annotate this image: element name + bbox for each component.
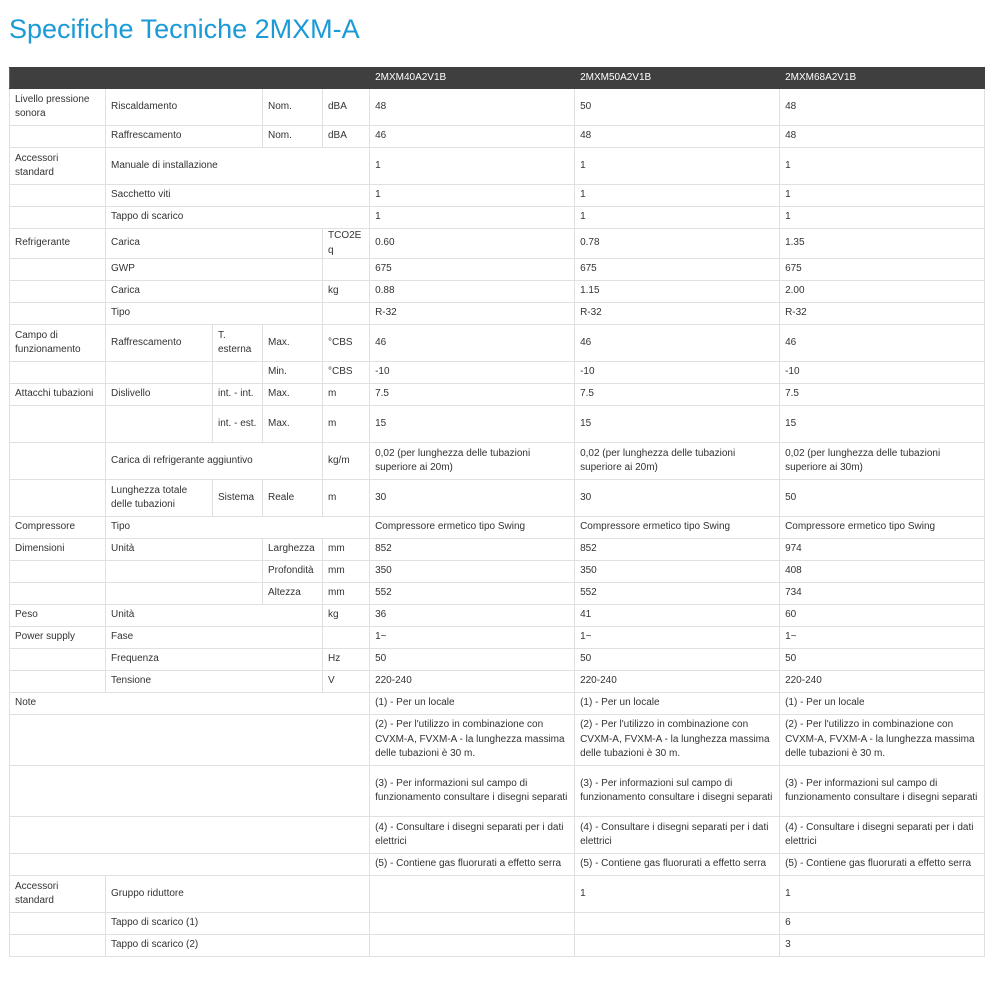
table-row [10, 281, 985, 303]
spec-label-cell: Peso [10, 605, 106, 627]
spec-value-cell: 3 [780, 935, 985, 957]
spec-value-cell: 1.15 [575, 281, 780, 303]
spec-value-cell: 50 [370, 649, 575, 671]
spec-label-cell: Profondità [263, 561, 323, 583]
spec-label-cell: Livello pressione sonora [10, 89, 106, 126]
table-row [10, 362, 985, 384]
spec-label-cell: Lunghezza totale delle tubazioni [106, 480, 213, 517]
spec-label-cell: Max. [263, 325, 323, 362]
spec-label-cell: Dislivello [106, 384, 213, 406]
spec-label-cell [106, 561, 263, 583]
spec-value-cell: 0,02 (per lunghezza delle tubazioni superiore ai 20m) [575, 443, 780, 480]
spec-label-cell [10, 935, 106, 957]
spec-label-cell [106, 406, 213, 443]
spec-label-cell: Riscaldamento [106, 89, 263, 126]
spec-value-cell: 1.35 [780, 229, 985, 259]
spec-label-cell [323, 303, 370, 325]
spec-value-cell: -10 [370, 362, 575, 384]
spec-value-cell: 48 [780, 126, 985, 148]
spec-label-cell [10, 126, 106, 148]
spec-value-cell: 48 [780, 89, 985, 126]
table-row [10, 693, 985, 715]
spec-label-cell: Dimensioni [10, 539, 106, 561]
spec-value-cell: 46 [575, 325, 780, 362]
spec-label-cell: Tappo di scarico (2) [106, 935, 370, 957]
spec-label-cell: Nom. [263, 89, 323, 126]
spec-value-cell: 50 [575, 649, 780, 671]
spec-value-cell [575, 913, 780, 935]
table-row [10, 185, 985, 207]
spec-value-cell: 15 [370, 406, 575, 443]
spec-value-cell: 675 [370, 259, 575, 281]
spec-value-cell: (4) - Consultare i disegni separati per i dati elettrici [575, 817, 780, 854]
spec-label-cell: dBA [323, 89, 370, 126]
table-row [10, 854, 985, 876]
spec-label-cell [10, 259, 106, 281]
spec-label-cell: kg [323, 605, 370, 627]
spec-table [9, 67, 985, 957]
spec-value-cell: 50 [780, 480, 985, 517]
spec-value-cell: 1 [780, 207, 985, 229]
spec-label-cell: Tensione [106, 671, 323, 693]
spec-value-cell: 60 [780, 605, 985, 627]
spec-label-cell: Unità [106, 539, 263, 561]
header-row [10, 68, 985, 89]
spec-value-cell: 1~ [370, 627, 575, 649]
spec-value-cell: (2) - Per l'utilizzo in combinazione con CVXM-A, FVXM-A - la lunghezza massima delle tubazioni è 30 m. [780, 715, 985, 766]
spec-label-cell: int. - est. [213, 406, 263, 443]
spec-label-cell [10, 406, 106, 443]
spec-label-cell [323, 259, 370, 281]
spec-label-cell: kg/m [323, 443, 370, 480]
spec-label-cell [10, 715, 370, 766]
spec-label-cell: Sistema [213, 480, 263, 517]
spec-value-cell: 220-240 [370, 671, 575, 693]
spec-value-cell: 675 [780, 259, 985, 281]
spec-label-cell [10, 649, 106, 671]
spec-value-cell: 0,02 (per lunghezza delle tubazioni superiore ai 30m) [780, 443, 985, 480]
spec-value-cell: Compressore ermetico tipo Swing [370, 517, 575, 539]
spec-value-cell: 1~ [780, 627, 985, 649]
table-row [10, 89, 985, 126]
spec-label-cell [10, 303, 106, 325]
spec-label-cell: Raffrescamento [106, 126, 263, 148]
model-header: 2MXM68A2V1B [780, 68, 985, 89]
spec-value-cell: (5) - Contiene gas fluorurati a effetto serra [780, 854, 985, 876]
spec-label-cell [323, 627, 370, 649]
spec-value-cell: 0.78 [575, 229, 780, 259]
spec-value-cell: 2.00 [780, 281, 985, 303]
spec-value-cell: 41 [575, 605, 780, 627]
spec-value-cell: 6 [780, 913, 985, 935]
spec-value-cell: 46 [370, 126, 575, 148]
spec-label-cell: Gruppo riduttore [106, 876, 370, 913]
spec-value-cell: 15 [780, 406, 985, 443]
spec-value-cell: -10 [780, 362, 985, 384]
spec-label-cell: Max. [263, 384, 323, 406]
spec-value-cell: (4) - Consultare i disegni separati per i dati elettrici [370, 817, 575, 854]
spec-value-cell: 734 [780, 583, 985, 605]
spec-label-cell: Unità [106, 605, 323, 627]
spec-label-cell: Manuale di installazione [106, 148, 370, 185]
spec-value-cell: Compressore ermetico tipo Swing [780, 517, 985, 539]
spec-value-cell: (5) - Contiene gas fluorurati a effetto serra [370, 854, 575, 876]
spec-label-cell: V [323, 671, 370, 693]
spec-value-cell: (3) - Per informazioni sul campo di funzionamento consultare i disegni separati [370, 766, 575, 817]
spec-label-cell: Tipo [106, 517, 370, 539]
spec-label-cell [10, 766, 370, 817]
table-row [10, 229, 985, 259]
spec-label-cell: Larghezza [263, 539, 323, 561]
spec-value-cell [370, 876, 575, 913]
spec-label-cell: m [323, 406, 370, 443]
spec-value-cell: 1 [780, 876, 985, 913]
spec-label-cell: Hz [323, 649, 370, 671]
spec-value-cell: (5) - Contiene gas fluorurati a effetto serra [575, 854, 780, 876]
spec-value-cell: 852 [575, 539, 780, 561]
spec-label-cell: Compressore [10, 517, 106, 539]
spec-label-cell: dBA [323, 126, 370, 148]
spec-value-cell: 50 [780, 649, 985, 671]
table-row [10, 671, 985, 693]
spec-value-cell: Compressore ermetico tipo Swing [575, 517, 780, 539]
spec-value-cell: 1 [370, 185, 575, 207]
spec-label-cell: Max. [263, 406, 323, 443]
table-row [10, 817, 985, 854]
table-row [10, 876, 985, 913]
spec-value-cell: 350 [575, 561, 780, 583]
spec-label-cell [10, 913, 106, 935]
spec-value-cell [370, 935, 575, 957]
table-row [10, 627, 985, 649]
spec-label-cell: TCO2Eq [323, 229, 370, 259]
spec-value-cell: 48 [575, 126, 780, 148]
spec-label-cell: GWP [106, 259, 323, 281]
spec-label-cell: Refrigerante [10, 229, 106, 259]
table-row [10, 649, 985, 671]
spec-value-cell: (1) - Per un locale [780, 693, 985, 715]
spec-label-cell [106, 362, 213, 384]
spec-value-cell: 15 [575, 406, 780, 443]
spec-label-cell [10, 480, 106, 517]
page-title: Specifiche Tecniche 2MXM-A [9, 14, 360, 44]
table-row [10, 517, 985, 539]
model-header: 2MXM40A2V1B [370, 68, 575, 89]
spec-label-cell: Accessori standard [10, 148, 106, 185]
spec-value-cell: 1 [780, 148, 985, 185]
spec-label-cell: Attacchi tubazioni [10, 384, 106, 406]
spec-value-cell: 1 [370, 207, 575, 229]
spec-label-cell [10, 362, 106, 384]
spec-value-cell: 30 [575, 480, 780, 517]
spec-value-cell: (1) - Per un locale [575, 693, 780, 715]
table-row [10, 406, 985, 443]
spec-label-cell: °CBS [323, 325, 370, 362]
spec-value-cell: (1) - Per un locale [370, 693, 575, 715]
spec-label-cell: kg [323, 281, 370, 303]
spec-value-cell: (3) - Per informazioni sul campo di funzionamento consultare i disegni separati [575, 766, 780, 817]
spec-label-cell [10, 854, 370, 876]
spec-label-cell: Note [10, 693, 370, 715]
table-row [10, 935, 985, 957]
spec-label-cell [10, 443, 106, 480]
spec-value-cell: 48 [370, 89, 575, 126]
spec-label-cell: Fase [106, 627, 323, 649]
spec-value-cell: 220-240 [575, 671, 780, 693]
spec-label-cell: Frequenza [106, 649, 323, 671]
spec-value-cell: 46 [370, 325, 575, 362]
spec-label-cell [106, 583, 263, 605]
spec-value-cell: 7.5 [575, 384, 780, 406]
table-row [10, 715, 985, 766]
spec-value-cell: 1 [575, 876, 780, 913]
table-row [10, 259, 985, 281]
spec-label-cell: Tipo [106, 303, 323, 325]
spec-label-cell: Power supply [10, 627, 106, 649]
table-row [10, 303, 985, 325]
table-row [10, 207, 985, 229]
spec-label-cell: Carica [106, 229, 323, 259]
spec-label-cell: mm [323, 583, 370, 605]
spec-label-cell: Reale [263, 480, 323, 517]
spec-label-cell: m [323, 480, 370, 517]
spec-value-cell: R-32 [370, 303, 575, 325]
table-row [10, 443, 985, 480]
table-row [10, 913, 985, 935]
spec-value-cell: 1 [575, 148, 780, 185]
spec-value-cell: 36 [370, 605, 575, 627]
spec-value-cell: 0,02 (per lunghezza delle tubazioni superiore ai 20m) [370, 443, 575, 480]
spec-value-cell: 350 [370, 561, 575, 583]
spec-label-cell: Nom. [263, 126, 323, 148]
table-row [10, 561, 985, 583]
spec-label-cell: °CBS [323, 362, 370, 384]
spec-value-cell: 552 [575, 583, 780, 605]
table-row [10, 325, 985, 362]
spec-value-cell: 552 [370, 583, 575, 605]
spec-label-cell: Altezza [263, 583, 323, 605]
table-row [10, 126, 985, 148]
spec-value-cell: 30 [370, 480, 575, 517]
spec-value-cell: 974 [780, 539, 985, 561]
spec-label-cell: Min. [263, 362, 323, 384]
spec-value-cell: (4) - Consultare i disegni separati per i dati elettrici [780, 817, 985, 854]
spec-label-cell: mm [323, 561, 370, 583]
spec-label-cell [10, 561, 106, 583]
spec-label-cell: Carica [106, 281, 323, 303]
spec-label-cell [10, 207, 106, 229]
spec-label-cell: Raffrescamento [106, 325, 213, 362]
spec-label-cell [10, 671, 106, 693]
spec-value-cell: 1~ [575, 627, 780, 649]
spec-value-cell: 46 [780, 325, 985, 362]
table-row [10, 605, 985, 627]
spec-value-cell: (2) - Per l'utilizzo in combinazione con CVXM-A, FVXM-A - la lunghezza massima delle tubazioni è 30 m. [370, 715, 575, 766]
spec-value-cell: 220-240 [780, 671, 985, 693]
table-row [10, 766, 985, 817]
spec-value-cell: R-32 [780, 303, 985, 325]
spec-value-cell: 0.88 [370, 281, 575, 303]
spec-value-cell: 852 [370, 539, 575, 561]
spec-value-cell: R-32 [575, 303, 780, 325]
spec-label-cell: Tappo di scarico (1) [106, 913, 370, 935]
spec-label-cell: Carica di refrigerante aggiuntivo [106, 443, 323, 480]
spec-label-cell: Tappo di scarico [106, 207, 370, 229]
spec-value-cell: 1 [575, 185, 780, 207]
spec-label-cell: m [323, 384, 370, 406]
spec-value-cell: (2) - Per l'utilizzo in combinazione con CVXM-A, FVXM-A - la lunghezza massima delle tubazioni è 30 m. [575, 715, 780, 766]
spec-label-cell [10, 185, 106, 207]
spec-value-cell: 7.5 [370, 384, 575, 406]
table-row [10, 583, 985, 605]
spec-label-cell: Sacchetto viti [106, 185, 370, 207]
spec-label-cell [10, 583, 106, 605]
spec-value-cell: 675 [575, 259, 780, 281]
table-row [10, 384, 985, 406]
spec-value-cell [575, 935, 780, 957]
spec-value-cell: 1 [780, 185, 985, 207]
spec-value-cell: 50 [575, 89, 780, 126]
spec-value-cell: 7.5 [780, 384, 985, 406]
spec-label-cell [10, 281, 106, 303]
spec-label-cell [213, 362, 263, 384]
header-label-cell [10, 68, 370, 89]
spec-value-cell: -10 [575, 362, 780, 384]
spec-value-cell: 1 [370, 148, 575, 185]
model-header: 2MXM50A2V1B [575, 68, 780, 89]
spec-value-cell [370, 913, 575, 935]
table-row [10, 148, 985, 185]
table-row [10, 539, 985, 561]
spec-label-cell: T. esterna [213, 325, 263, 362]
spec-label-cell: Accessori standard [10, 876, 106, 913]
table-row [10, 480, 985, 517]
spec-label-cell: mm [323, 539, 370, 561]
spec-value-cell: 408 [780, 561, 985, 583]
spec-value-cell: (3) - Per informazioni sul campo di funzionamento consultare i disegni separati [780, 766, 985, 817]
spec-label-cell [10, 817, 370, 854]
spec-value-cell: 1 [575, 207, 780, 229]
spec-label-cell: Campo di funzionamento [10, 325, 106, 362]
spec-value-cell: 0.60 [370, 229, 575, 259]
spec-label-cell: int. - int. [213, 384, 263, 406]
